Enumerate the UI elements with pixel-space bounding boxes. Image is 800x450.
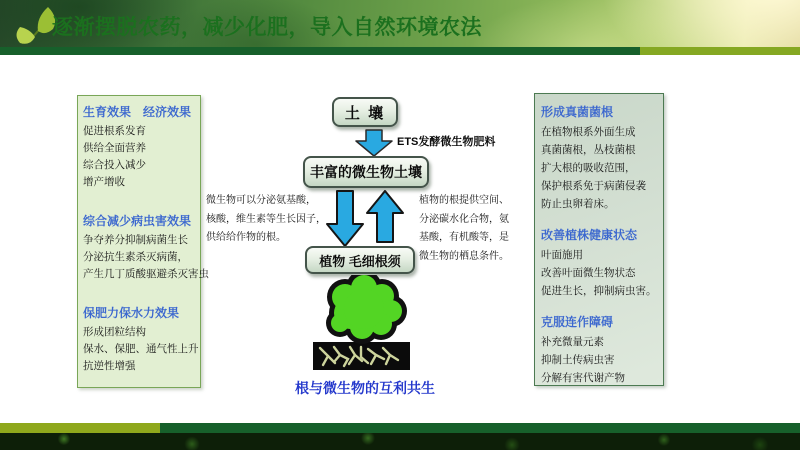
plant-root-note [419,192,545,266]
list-item: 叶面施用 [541,249,583,261]
note-line: 微生物可以分泌氨基酸， [206,195,316,206]
list-item: 改善叶面微生物状态 [541,267,636,279]
right-section-mycorrhiza [541,103,659,213]
list-item: 综合投入减少 [83,159,146,171]
header-rule-dark [0,47,640,55]
section-header: 保肥力保水力效果 [83,306,180,320]
down-arrow-icon [353,129,395,157]
footer-rule-light [0,423,160,433]
list-item: 保护根系免于病菌侵袭 [541,180,646,192]
tree-roots-illustration [298,275,418,375]
note-line: 植物的根提供空间、 [419,195,509,206]
left-section-growth [83,103,196,191]
note-line: 供给给作物的根。 [206,232,286,243]
list-item: 增产增收 [83,176,125,188]
left-effects-panel [77,95,209,388]
up-arrow-icon [365,190,405,243]
list-item: 真菌菌根，丛枝菌根 [541,144,636,156]
note-line: 分泌碳水化合物，氨 [419,213,509,225]
note-line: 基酸，有机酸等，是 [419,232,509,243]
section-header: 形成真菌菌根 [541,105,614,119]
list-item: 形成团粒结构 [83,326,146,338]
list-item: 补充微量元素 [541,336,604,348]
section-header: 克服连作障碍 [541,315,614,329]
section-header: 生育效果 经济效果 [83,105,192,119]
left-section-soil-retention [83,304,199,375]
list-item: 促进生长，抑制病虫害。 [541,285,657,297]
list-item: 抑制土传病虫害 [541,354,615,366]
footer-rule-dark [160,423,800,433]
plant-root-node: 植物 毛细根须 [305,246,415,274]
page-title: 逐渐摆脱农药，减少化肥，导入自然环境农法 [52,16,482,39]
note-line: 微生物的栖息条件。 [419,250,509,262]
list-item: 抗逆性增强 [83,360,136,372]
right-section-continuous-cropping [541,313,659,387]
list-item: 在植物根系外面生成 [541,126,636,138]
list-item: 保水、保肥、通气性上升 [83,343,199,355]
footer-photo-strip [0,433,800,450]
arrow-label: ETS发酵微生物肥料 [397,136,496,148]
left-section-pest [83,212,209,283]
soil-node: 土 壤 [332,97,398,127]
down-arrow-icon [325,190,365,248]
diagram-caption: 根与微生物的互利共生 [295,380,435,396]
list-item: 扩大根的吸收范围， [541,162,636,174]
header-rule-light [640,47,800,55]
right-effects-panel [534,93,664,386]
list-item: 分解有害代谢产物 [541,372,625,384]
microbe-note [206,192,330,248]
right-section-plant-health [541,226,659,300]
list-item: 供给全面营养 [83,142,146,154]
list-item: 分泌抗生素杀灭病菌， [83,251,188,263]
list-item: 促进根系发育 [83,125,146,137]
header-photo-band [0,0,800,47]
microbe-soil-node: 丰富的微生物土壤 [303,156,429,188]
list-item: 产生几丁质酸驱避杀灭害虫 [83,268,209,280]
section-header: 综合减少病虫害效果 [83,214,192,228]
list-item: 争夺养分抑制病菌生长 [83,234,188,246]
note-line: 核酸，维生素等生长因子， [206,213,326,225]
list-item: 防止虫卵着床。 [541,198,615,210]
section-header: 改善植株健康状态 [541,228,638,242]
